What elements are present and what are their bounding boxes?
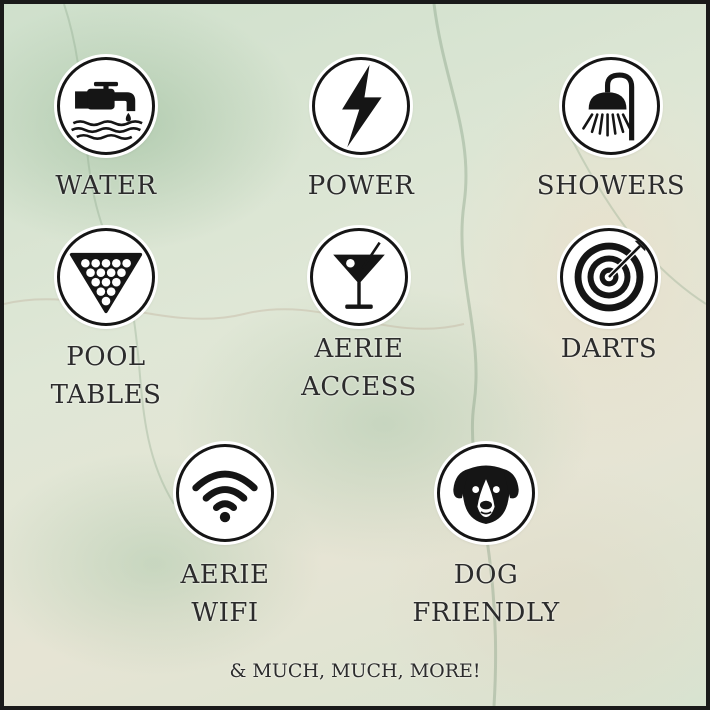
label-line: POOL <box>66 342 146 372</box>
label-line: DOG <box>453 560 519 590</box>
amenity-pool-tables <box>6 228 206 414</box>
pool-rack-icon <box>57 228 155 326</box>
amenity-label <box>386 556 586 632</box>
amenity-label <box>259 330 459 406</box>
label-line: TABLES <box>50 380 162 410</box>
wifi-icon <box>176 444 274 542</box>
amenity-aerie-access <box>259 228 459 406</box>
dog-face-icon <box>437 444 535 542</box>
label-line: WIFI <box>191 598 259 628</box>
dartboard-icon <box>560 228 658 326</box>
label-line: FRIENDLY <box>412 598 560 628</box>
label-line: AERIE <box>314 334 404 364</box>
amenity-label: DARTS <box>560 334 658 364</box>
amenity-aerie-wifi <box>125 444 325 632</box>
amenity-label <box>6 338 206 414</box>
lightning-bolt-icon <box>312 57 410 155</box>
footer-text: & MUCH, MUCH, MORE! <box>229 660 481 682</box>
martini-glass-icon <box>310 228 408 326</box>
amenity-label: SHOWERS <box>536 171 686 201</box>
amenity-label: WATER <box>55 171 157 201</box>
amenity-water <box>6 57 206 205</box>
shower-head-icon <box>562 57 660 155</box>
amenity-power <box>261 57 461 205</box>
amenity-label: POWER <box>307 171 415 201</box>
amenity-label <box>125 556 325 632</box>
amenity-darts <box>509 228 709 368</box>
amenity-dog-friendly <box>386 444 586 632</box>
label-line: ACCESS <box>301 372 417 402</box>
amenity-showers <box>511 57 710 205</box>
faucet-icon <box>57 57 155 155</box>
label-line: AERIE <box>180 560 270 590</box>
